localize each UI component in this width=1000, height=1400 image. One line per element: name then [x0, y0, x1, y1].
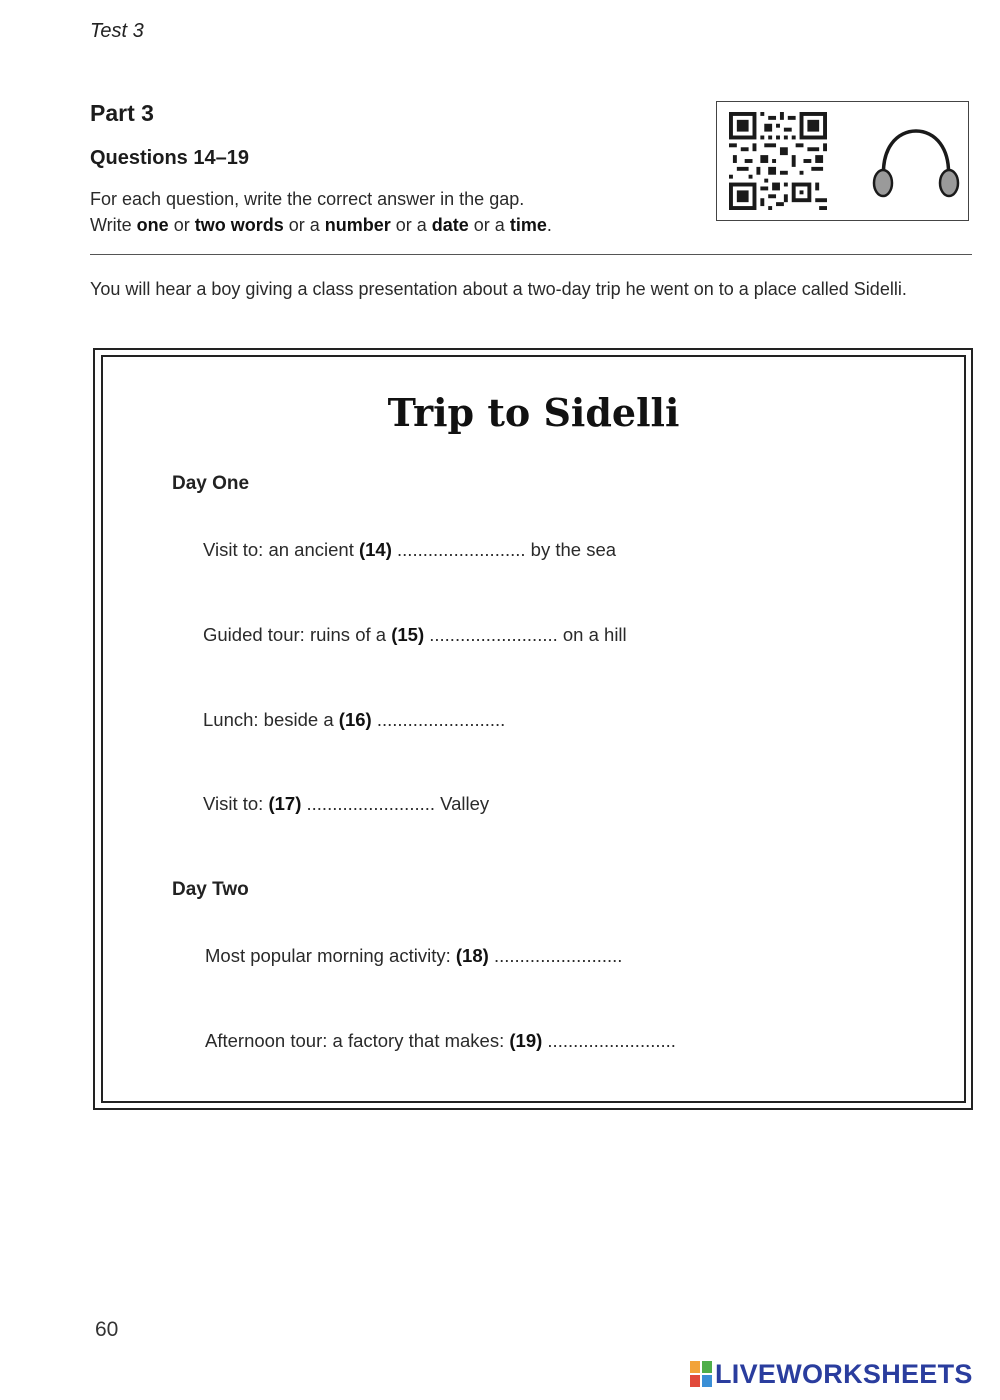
question-18: Most popular morning activity: (18) ......................... — [205, 945, 623, 966]
part-title: Part 3 — [90, 100, 154, 126]
qr-code-icon[interactable] — [729, 112, 827, 210]
instruction-line-1: For each question, write the correct answer in the gap. — [90, 189, 525, 209]
answer-gap-14[interactable]: ......................... — [397, 539, 526, 560]
questions-range: Questions 14–19 — [90, 147, 249, 169]
answer-gap-19[interactable]: ......................... — [547, 1030, 676, 1051]
answer-gap-15[interactable]: ......................... — [429, 624, 558, 645]
day-two-heading: Day Two — [172, 879, 249, 900]
intro-text: You will hear a boy giving a class presentation about a two-day trip he went on to a place called Sidelli. — [90, 279, 907, 299]
answer-gap-17[interactable]: ......................... — [306, 793, 436, 814]
answer-gap-16[interactable]: ......................... — [376, 709, 506, 730]
test-label: Test 3 — [90, 20, 144, 42]
liveworksheets-logo[interactable] — [690, 1357, 973, 1391]
day-one-heading: Day One — [172, 473, 250, 494]
answer-gap-18[interactable]: ......................... — [493, 945, 623, 966]
question-15: Guided tour: ruins of a (15) ......................... on a hill — [203, 624, 627, 645]
audio-link-box[interactable] — [716, 101, 969, 221]
instruction-line-2: Write one or two words or a number or a date or a time. — [90, 215, 552, 235]
liveworksheets-logo-icon — [690, 1361, 712, 1387]
question-16: Lunch: beside a (16) ......................... — [203, 709, 506, 730]
question-19: Afternoon tour: a factory that makes: (19) ......................... — [205, 1030, 676, 1051]
headphones-icon — [870, 125, 962, 205]
question-14: Visit to: an ancient (14) ......................... by the sea — [203, 539, 617, 560]
brand-text: LIVEWORKSHEETS — [715, 1358, 973, 1389]
question-17: Visit to: (17) ......................... Valley — [203, 793, 490, 814]
page-number: 60 — [95, 1318, 119, 1341]
box-title: Trip to Sidelli — [387, 390, 680, 435]
section-divider — [90, 254, 972, 255]
